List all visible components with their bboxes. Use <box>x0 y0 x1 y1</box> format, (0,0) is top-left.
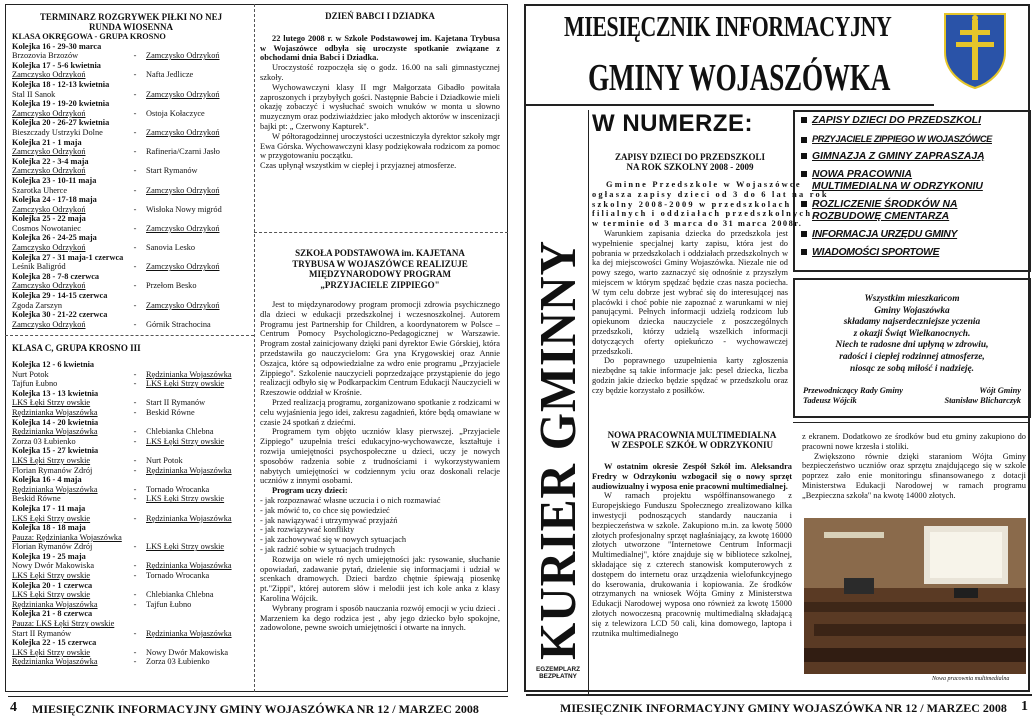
home-team: LKS Łęki Strzy owskie <box>12 590 91 600</box>
versus-dash: - <box>133 561 137 571</box>
home-team: Beskid Równe <box>12 494 61 504</box>
article-paragraph: Do poprawnego uzupełnienia karty zgłoszenia niezbędne są takie informacje jak: pesel dziecka, liczba godzin jakie dziecko będzie spędzać w przedszkolu oraz czy będzie korzystało z posiłków. <box>592 356 788 395</box>
fixture-row <box>12 224 250 234</box>
away-team: Tornado Wrocanka <box>146 571 210 581</box>
section-divider <box>254 232 508 233</box>
away-team: Start II Rymanów <box>146 398 206 408</box>
fixture-list <box>12 360 250 667</box>
fixture-row <box>12 514 250 524</box>
round-heading: Kolejka 20 - 26-27 kwietnia <box>12 118 110 128</box>
away-team: Tornado Wrocanka <box>146 484 210 494</box>
contents-item[interactable]: NOWA PRACOWNIA <box>801 169 1023 181</box>
wide-line: szkolny 2008-2009 w przedszkolach <box>592 199 792 209</box>
article-paragraph: Wychowawczyni klasy II mgr Małgorzata Gibadło powitała zaproszonych i przybyłych gości. Następnie Babcie i Dziadkowie mieli okazję zobaczyć i wysłuchać swoich wnuków w monta u słowno muzycznym oraz podziwiażdziec jako młodych aktorów w inscenizacji bajki pt: „ Czerwony Kapturek". <box>260 82 500 131</box>
away-team: Beskid Równe <box>146 407 195 417</box>
versus-dash: - <box>133 51 137 61</box>
fixture-row <box>12 542 250 552</box>
home-team: Tajfun Łubno <box>12 379 58 389</box>
round-heading: Kolejka 22 - 3-4 maja <box>12 156 89 166</box>
round-heading: Kolejka 19 - 25 maja <box>12 551 86 561</box>
home-team: Stal II Sanok <box>12 89 56 99</box>
away-team: Nafta Jedlicze <box>146 70 194 80</box>
home-team: Rędzinianka Wojaszówka <box>12 599 98 609</box>
away-team: Zamczysko Odrzykoń <box>146 223 220 233</box>
footer-title: MIESIĘCZNIK INFORMACYJNY GMINY WOJASZÓWKA NR 12 / MARZEC 2008 <box>32 702 479 716</box>
round-heading: Kolejka 17 - 5-6 kwietnia <box>12 60 101 70</box>
contents-item[interactable]: WIADOMOŚCI SPORTOWE <box>801 247 1023 259</box>
fixture-row <box>12 320 250 330</box>
article-title: NOWA PRACOWNIA MULTIMEDIALNA <box>607 430 777 440</box>
away-team: Rędzinianka Wojaszówka <box>146 369 232 379</box>
away-team: Zorza 03 Łubienko <box>146 657 210 667</box>
versus-dash: - <box>133 108 137 118</box>
versus-dash: - <box>133 89 137 99</box>
versus-dash: - <box>133 436 137 446</box>
article-title: MIĘDZYNARODOWY PROGRAM <box>309 269 451 279</box>
versus-dash: - <box>133 571 137 581</box>
versus-dash: - <box>133 166 137 176</box>
signature-chairman: Przewodniczący Rady Gminy Tadeusz Wójcik <box>803 386 904 405</box>
contents-item[interactable]: PRZYJACIELE ZIPPIEGO W WOJASZÓWCE <box>801 133 1023 145</box>
greeting-line: Niech te radosne dni upłyną w zdrowiu, <box>835 340 989 351</box>
round-heading: Kolejka 22 - 15 czerwca <box>12 638 97 648</box>
home-team: LKS Łęki Strzy owskie <box>12 398 91 408</box>
round-heading: Kolejka 16 - 29-30 marca <box>12 41 102 51</box>
home-team: Rędzinianka Wojaszówka <box>12 427 98 437</box>
easter-greeting-box <box>793 278 1031 418</box>
versus-dash: - <box>133 513 137 523</box>
aim-item: - jak rozpoznawać własne uczucia i o nich rozmawiać <box>260 495 441 505</box>
versus-dash: - <box>133 379 137 389</box>
article-zippi <box>260 248 500 633</box>
aim-item: - jak rozwiązywać konflikty <box>260 525 355 535</box>
contents-item[interactable]: ROZLICZENIE ŚRODKÓW NA <box>801 199 1023 211</box>
vertical-title-box <box>530 112 586 660</box>
coat-of-arms-icon <box>940 10 1010 90</box>
away-team: LKS Łęki Strzy owskie <box>146 379 225 389</box>
schedule-title: TERMINARZ ROZGRYWEK PIŁKI NO NEJ <box>39 12 223 22</box>
home-team: Rędzinianka Wojaszówka <box>12 657 98 667</box>
versus-dash: - <box>133 369 137 379</box>
greeting-line: z okazji Świąt Wielkanocnych. <box>853 328 971 339</box>
fixture-row <box>12 301 250 311</box>
away-team: Rędzinianka Wojaszówka <box>146 561 232 571</box>
article-paragraph: z ekranem. Dodatkowo ze środków bud etu gminy zakupiono do pracowni nowe krzesła i stoliki. <box>802 432 1026 451</box>
greeting-line: Gminy Wojaszówka <box>874 305 950 316</box>
greeting-line: niosąc ze sobą miłość i nadzieję. <box>850 363 974 374</box>
round-heading: Kolejka 13 - 13 kwietnia <box>12 388 99 398</box>
wide-line: w terminie od 3 marca do 31 marca 2008r. <box>592 219 803 229</box>
away-team: Chlebianka Chlebna <box>146 427 214 437</box>
round-heading: Kolejka 18 - 18 maja <box>12 523 86 533</box>
fixture-row <box>12 109 250 119</box>
list-heading: Program uczy dzieci: <box>272 486 348 496</box>
home-team: Zamczysko Odrzykoń <box>12 166 86 176</box>
round-heading: Kolejka 29 - 14-15 czerwca <box>12 291 108 301</box>
contents-item-cont[interactable]: MULTIMEDIALNA W ODRZYKONIU <box>812 181 983 192</box>
versus-dash: - <box>133 465 137 475</box>
masthead-line-1: MIESIĘCZNIK INFORMACYJNY <box>564 12 892 43</box>
footer-title: MIESIĘCZNIK INFORMACYJNY GMINY WOJASZÓWKA NR 12 / MARZEC 2008 <box>560 701 1007 715</box>
contents-item-cont[interactable]: ROZBUDOWĘ CMENTARZA <box>812 211 950 222</box>
away-team: Chlebianka Chlebna <box>146 590 214 600</box>
article-title: W ZESPOLE SZKÓŁ W ODRZYKONIU <box>610 440 774 450</box>
aim-item: - jak radzić sobie w sytuacjach trudnych <box>260 544 395 554</box>
round-heading: Kolejka 26 - 24-25 maja <box>12 233 97 243</box>
versus-dash: - <box>133 223 137 233</box>
section-divider <box>793 422 1029 423</box>
versus-dash: - <box>133 300 137 310</box>
versus-dash: - <box>133 590 137 600</box>
versus-dash: - <box>133 127 137 137</box>
contents-item[interactable]: GIMNAZJA Z GMINY ZAPRASZAJĄ <box>801 151 1023 163</box>
versus-dash: - <box>133 542 137 552</box>
page-footer <box>8 696 508 718</box>
article-title: SZKOŁA PODSTAWOWA im. KAJETANA <box>295 248 465 258</box>
schedule-subtitle: RUNDA WIOSENNA <box>88 22 174 32</box>
article-title: „PRZYJACIELE ZIPPIEGO" <box>320 279 440 290</box>
wide-line: filialnych i oddziałach przedszkolnych <box>592 209 813 219</box>
away-team: Przełom Besko <box>146 281 197 291</box>
page-number: 4 <box>10 700 17 715</box>
article-paragraph: W półtoragodzinnej uroczystości uczestniczyła dyrektor szkoły mgr Ewa Górska. Wychowawczyni klasy podziękowała rodzicom za pomoc w przygotowaniu początku. <box>260 131 500 161</box>
aim-item: - jak nawiązywać i utrzymywać przyjaźń <box>260 515 398 525</box>
fixture-row <box>12 379 250 389</box>
versus-dash: - <box>133 147 137 157</box>
page-1 <box>512 0 1028 724</box>
page-number: 1 <box>1021 699 1028 714</box>
contents-item[interactable]: ZAPISY DZIECI DO PRZEDSZKOLI <box>801 115 1023 127</box>
home-team: LKS Łęki Strzy owskie <box>12 513 91 523</box>
article-paragraph: Jest to międzynarodowy program promocji zdrowia psychicznego dla dzieci w edukacji przedszkolnej i wczesnoszkolnej. Autorem Programu jest Partnership for Children, a koordynatorem w Polsce – Centrum Pomocy Psychologiczno-Pedagogicznej w Warszawie. Program został zainicjowany dzięki pani dyrektor Ewie Górskiej, która przedstawiła go nauczycielom: Gra yna Krygowskiej oraz Annie Oszajca, które są odpowiedzialne za wdro enie programu „Przyjaciele Zippiego". Szkolenie nauczycieli poprzedzające przystąpienie do jego realizacji odbyło się w Podkarpackim Centrum Edukacji Nauczycieli w Rzeszowie oddział w Krośnie. <box>260 300 500 398</box>
fixture-row <box>12 243 250 253</box>
versus-dash: - <box>133 398 137 408</box>
away-team: Tajfun Łubno <box>146 599 192 609</box>
home-team: Zamczysko Odrzykoń <box>12 108 86 118</box>
round-heading: Kolejka 25 - 22 maja <box>12 214 86 224</box>
away-team: Zamczysko Odrzykoń <box>146 185 220 195</box>
article-paragraph: Wybrany program i sposób nauczania rozwój emocji w yciu dzieci . Marzeniem ka dego rodzica jest , aby jego dziecko było spokojne, zadowolone, pewne swoich umiejętności i otwarte na innych. <box>260 603 500 633</box>
versus-dash: - <box>133 657 137 667</box>
away-team: Zamczysko Odrzykoń <box>146 51 220 61</box>
home-team: LKS Łęki Strzy owskie <box>12 647 91 657</box>
home-team: Zgoda Zarszyn <box>12 300 62 310</box>
away-team: Rędzinianka Wojaszówka <box>146 513 232 523</box>
article-title: NA ROK SZKOLNY 2008 - 2009 <box>626 162 754 172</box>
away-team: LKS Łęki Strzy owskie <box>146 494 225 504</box>
in-this-issue-title: W NUMERZE: <box>592 110 753 137</box>
round-heading: Kolejka 21 - 8 czerwca <box>12 609 93 619</box>
fixture-schedule-c <box>12 342 250 667</box>
versus-dash: - <box>133 647 137 657</box>
home-team: LKS Łęki Strzy owskie <box>12 455 91 465</box>
masthead <box>526 6 934 106</box>
article-paragraph: Programem tym objęto uczniów klasy pierwszej. „Przyjaciele Zippiego" uzupełnia treści edukacyjno-wychowawcze, kształtuje i rozwija umiejętności psychospołeczne u dzieci, uczy je nowych sposobów radzenia sobie z trudnościami i wykorzystywaniem nabytych umiejętności w codziennym yciu oraz doskonali relacje uczniów z innymi osobami. <box>260 427 500 486</box>
fixture-row <box>12 281 250 291</box>
away-team: LKS Łęki Strzy owskie <box>146 542 225 552</box>
fixture-row <box>12 70 250 80</box>
versus-dash: - <box>133 204 137 214</box>
home-team: Florian Rymanów Zdrój <box>12 542 93 552</box>
round-heading: Kolejka 21 - 1 maja <box>12 137 82 147</box>
round-heading: Kolejka 19 - 19-20 kwietnia <box>12 99 110 109</box>
versus-dash: - <box>133 427 137 437</box>
away-team: Nurt Potok <box>146 455 183 465</box>
round-heading: Pauza: Rędzinianka Wojaszówka <box>12 532 122 542</box>
fixture-row <box>12 408 250 418</box>
round-heading: Kolejka 30 - 21-22 czerwca <box>12 310 108 320</box>
versus-dash: - <box>133 455 137 465</box>
home-team: Zamczysko Odrzykoń <box>12 281 86 291</box>
aim-item: - jak zachowywać się w nowych sytuacjach <box>260 535 407 545</box>
round-heading: Pauza: LKS Łęki Strzy owskie <box>12 619 115 629</box>
league-name: KLASA OKRĘGOWA - GRUPA KROSNO <box>12 32 166 41</box>
fixture-row <box>12 128 250 138</box>
round-heading: Kolejka 28 - 7-8 czerwca <box>12 271 100 281</box>
round-heading: Kolejka 27 - 31 maja-1 czerwca <box>12 252 124 262</box>
away-team: Wisłoka Nowy migród <box>146 204 222 214</box>
away-team: Ostoja Kołaczyce <box>146 108 205 118</box>
away-team: Górnik Strachocina <box>146 319 211 329</box>
home-team: Bieszczady Ustrzyki Dolne <box>12 127 103 137</box>
home-team: Start II Rymanów <box>12 628 72 638</box>
away-team: LKS Łęki Strzy owskie <box>146 436 225 446</box>
home-team: LKS Łęki Strzy owskie <box>12 571 91 581</box>
fixture-row <box>12 466 250 476</box>
fixture-row <box>12 262 250 272</box>
article-paragraph: Rozwija on wiele ró nych umiejętności jak: rysowanie, słuchanie opowiadań, zadawanie pytań, dzielenie się informacjami i udział w scenkach dramowych. Dzieci bardzo chętnie śpiewają piosenkę pt."Zippi", której autorem słów i melodii jest ich kole anka z klasy Karolina Wójcik. <box>260 554 500 603</box>
article-babci <box>260 12 500 171</box>
away-team: Zamczysko Odrzykoń <box>146 300 220 310</box>
away-team: Sanovia Lesko <box>146 243 196 253</box>
versus-dash: - <box>133 70 137 80</box>
greeting-line: Wszystkim mieszkańcom <box>864 294 960 304</box>
round-heading: Kolejka 16 - 4 maja <box>12 475 82 485</box>
wide-line: ogłasza zapisy dzieci od 3 do 6 lat na rok <box>592 189 829 199</box>
away-team: Zamczysko Odrzykoń <box>146 127 220 137</box>
fixture-schedule <box>12 12 250 329</box>
fixture-row <box>12 485 250 495</box>
contents-item[interactable]: INFORMACJA URZĘDU GMINY <box>801 229 1023 241</box>
photo-caption: Nowa pracownia multimedialna <box>932 676 1010 682</box>
fixture-row <box>12 427 250 437</box>
versus-dash: - <box>133 484 137 494</box>
fixture-row <box>12 437 250 447</box>
article-lab <box>592 430 792 638</box>
section-divider <box>5 335 254 336</box>
away-team: Start Rymanów <box>146 166 198 176</box>
fixture-row <box>12 51 250 61</box>
classroom-photo <box>804 518 1026 674</box>
round-heading: Kolejka 20 - 1 czerwca <box>12 580 93 590</box>
aims-list <box>260 496 500 555</box>
masthead-line-2: GMINY WOJASZÓWKA <box>588 57 891 99</box>
fixture-row <box>12 600 250 610</box>
article-title: ZAPISY DZIECI DO PRZEDSZKOLI <box>615 152 765 162</box>
article-lead: 22 lutego 2008 r. w Szkole Podstawowej im. Kajetana Trybusa w Wojaszówce odbyła się uroczyste spotkanie związane z obchodami dnia Babci i Dziadka. <box>260 33 500 63</box>
fixture-row <box>12 186 250 196</box>
fixture-row <box>12 205 250 215</box>
fixture-row <box>12 147 250 157</box>
article-lead: W ostatnim okresie Zespół Szkół im. Aleksandra Fredry w Odrzykoniu wzbogacił się o nowy sprzęt audiowizualny i wyposa enie pracowni multimedialnej. <box>592 462 792 491</box>
home-team: Nurt Potok <box>12 369 49 379</box>
home-team: Cosmos Nowotaniec <box>12 223 81 233</box>
versus-dash: - <box>133 319 137 329</box>
article-paragraph: Uroczystość rozpoczęła się o godz. 16.00 na sali gimnastycznej szkoły. <box>260 63 500 82</box>
away-team: Rędzinianka Wojaszówka <box>146 465 232 475</box>
away-team: Zamczysko Odrzykoń <box>146 262 220 272</box>
away-team: Zamczysko Odrzykoń <box>146 89 220 99</box>
fixture-row <box>12 629 250 639</box>
home-team: Zamczysko Odrzykoń <box>12 147 86 157</box>
column-divider <box>588 110 589 694</box>
home-team: Rędzinianka Wojaszówka <box>12 407 98 417</box>
home-team: Zamczysko Odrzykoń <box>12 70 86 80</box>
home-team: Nowy Dwór Makowiska <box>12 561 95 571</box>
greeting-line: składamy najserdeczniejsze yczenia <box>843 317 981 328</box>
versus-dash: - <box>133 599 137 609</box>
round-heading: Kolejka 24 - 17-18 maja <box>12 195 97 205</box>
round-heading: Kolejka 18 - 12-13 kwietnia <box>12 79 110 89</box>
article-paragraph: W ramach projektu współfinansowanego z Europejskiego Funduszu Społecznego zrealizowano kilka inwestycji podnoszących standardy nauczania i bezpieczeństwa w szkole. Zakupiono m.in. za kwotę 5000 złotych profesjonalny sprzęt nagłaśniający, za kwotę 16000 złotych utworzone "Internetowe Centrum Informacji Multimedialnej", które znajduje się w bibliotece szkolnej, składające się z czterech stanowisk komputerowych z dostępem do internetu oraz urządzenia wielofunkcyjnego do kserowania, drukowania i kopiowania. Ze środków otrzymanych na wniosek Wójta Gminy z Ministerstwa Edukacji Narodowej wyposa ono również za kwotę 15000 złotych nowoczesną pracownię multimedialną składającą się z telewizora LCD 50 cali, kina domowego, laptopa i rzutnika multimedialnego <box>592 491 792 638</box>
fixture-row <box>12 561 250 571</box>
home-team: Leśnik Baligród <box>12 262 66 272</box>
fixture-row <box>12 571 250 581</box>
article-title: DZIEŃ BABCI I DZIADKA <box>325 11 435 21</box>
versus-dash: - <box>133 628 137 638</box>
fixture-row <box>12 456 250 466</box>
home-team: Zorza 03 Łubienko <box>12 436 76 446</box>
versus-dash: - <box>133 407 137 417</box>
article-title: TRYBUSA W WOJASZÓWCE REALIZUJE <box>292 258 468 269</box>
round-heading: Kolejka 15 - 27 kwietnia <box>12 446 99 456</box>
home-team: Brzozovia Brzozów <box>12 51 79 61</box>
home-team: Szarotka Uherce <box>12 185 68 195</box>
article-paragraph: Warunkiem zapisania dziecka do przedszkola jest wypełnienie specjalnej karty zapisu, która jest do pobrania w przedszkolach i oddziałach przedszkolnych w ka dej miejscowości Gminy Wojaszówka. Niezale nie od powy szego, warto zaznaczyć się odnośnie z przyszłym miejscem w którym spędzać będzie czas nasza pociecha. W tym celu dobrze jest wybrać się do interesującej nas placówki i choć pobie nie zapoznać z warunkami w niej panującymi. Pełnych informacji udzielą rodzicom lub opiekunom dziecka nauczyciele z poszczególnych przedszkoli, którzy udzielą wszelkich informacji dotyczących oferty opiekuńczo - wychowawczej przedszkoli. <box>592 228 788 356</box>
schedule-c-title: KLASA C, GRUPA KROSNO III <box>12 343 141 353</box>
aim-item: - jak mówić to, co chce się powiedzieć <box>260 505 390 515</box>
article-paragraph: Przed realizacją programu, zorganizowano spotkanie z rodzicami w celu wyjaśnienia jego idei, zakresu zagadnień, które będą omawiane w czasie 24 spotkań z dziećmi. <box>260 397 500 427</box>
fixture-row <box>12 648 250 658</box>
away-team: Rędzinianka Wojaszówka <box>146 628 232 638</box>
round-heading: Kolejka 17 - 11 maja <box>12 503 86 513</box>
fixture-row <box>12 494 250 504</box>
fixture-row <box>12 90 250 100</box>
vertical-title: KURIER GMINNY <box>530 240 587 660</box>
fixture-row <box>12 398 250 408</box>
home-team: Florian Rymanów Zdrój <box>12 465 93 475</box>
versus-dash: - <box>133 185 137 195</box>
fixture-row <box>12 590 250 600</box>
home-team: Rędzinianka Wojaszówka <box>12 484 98 494</box>
round-heading: Kolejka 23 - 10-11 maja <box>12 175 97 185</box>
round-heading: Kolejka 14 - 20 kwietnia <box>12 417 99 427</box>
free-copy-label: EGZEMPLARZ BEZPŁATNY <box>535 666 581 681</box>
fixture-row <box>12 657 250 667</box>
column-divider <box>254 4 255 692</box>
versus-dash: - <box>133 243 137 253</box>
away-team: Nowy Dwór Makowiska <box>146 647 229 657</box>
home-team: Zamczysko Odrzykoń <box>12 204 86 214</box>
fixture-row <box>12 166 250 176</box>
home-team: Zamczysko Odrzykoń <box>12 319 86 329</box>
versus-dash: - <box>133 262 137 272</box>
article-paragraph: Zwiększono równie dzięki staraniom Wójta Gminy bezpieczeństwo uczniów oraz sprzętu znajdującego się w szkole poprzez zało enie monitoringu sfinansowanego z dotacji Ministerstwa Edukacji Narodowej w ramach programu „Bezpieczna szkoła" na kwotę 14000 złotych. <box>802 451 1026 500</box>
signature-mayor: Wójt Gminy Stanisław Blicharczyk <box>944 386 1021 405</box>
versus-dash: - <box>133 494 137 504</box>
article-paragraph: Czas upłynął wszystkim w ciepłej i przyjaznej atmosferze. <box>260 161 457 171</box>
away-team: Rafineria/Czarni Jasło <box>146 147 220 157</box>
home-team: Zamczysko Odrzykoń <box>12 243 86 253</box>
page-footer <box>526 694 1032 718</box>
article-lab-cont <box>802 432 1026 501</box>
versus-dash: - <box>133 281 137 291</box>
round-heading: Kolejka 12 - 6 kwietnia <box>12 360 95 369</box>
page-4 <box>0 0 512 724</box>
article-preschool <box>592 152 829 396</box>
wide-line: Gminne Przedszkole w Wojaszówce <box>606 180 802 189</box>
greeting-line: radości i ciepłej rodzinnej atmosferze, <box>839 351 985 362</box>
fixture-list <box>12 42 250 330</box>
fixture-row <box>12 370 250 380</box>
